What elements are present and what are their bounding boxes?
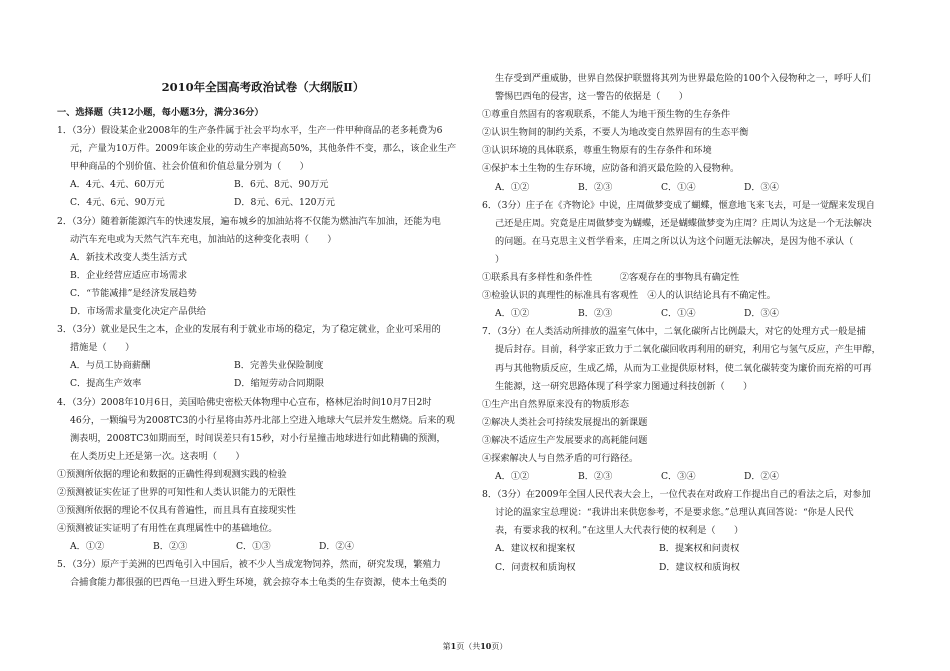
option-b[interactable]: B．6元、8元、90万元 (234, 179, 329, 191)
option-c[interactable]: C．4元、6元、90万元 (70, 197, 165, 209)
question-3-line: 3．（3分）就业是民生之本，企业的发展有利于就业市场的稳定，为了稳定就业，企业可采用的 (57, 324, 441, 336)
option-b[interactable]: B．②③ (578, 181, 613, 193)
statement-item: ④预测被证实证明了有用性在真理属性中的基础地位。 (57, 523, 278, 535)
option-c[interactable]: C．③④ (661, 471, 696, 483)
question-8-options (482, 559, 894, 577)
question-3-options (57, 357, 469, 375)
question-1-line: 元，产量为10万件。2009年该企业的劳动生产率提高50%，其他条件不变，那么，该企业生产 (70, 143, 457, 155)
option-d[interactable]: D．②④ (319, 541, 354, 553)
statement-item: ③预测所依据的理论不仅具有普遍性，而且具有直接现实性 (57, 505, 296, 517)
statement-item: ②解决人类社会可持续发展提出的新课题 (482, 416, 648, 428)
statement-item: ③认识环境的具体联系，尊重生物原有的生存条件和环境 (482, 145, 712, 157)
statement-item: ④探索解决人与自然矛盾的可行路径。 (482, 452, 639, 464)
question-4-line: 测表明，2008TC3如期而至，时间误差只有15秒，对小行星撞击地球进行如此精确的预测， (70, 432, 446, 444)
question-5-line: 生存受到严重威胁，世界自然保护联盟将其列为世界最危险的100个入侵物种之一，呼吁人们 (495, 73, 871, 84)
question-7-line: 7．（3分）在人类活动所排放的温室气体中，二氧化碳所占比例最大，对它的处理方式一般是捕 (482, 326, 866, 338)
footer-prefix: 第 (442, 642, 451, 651)
statement-item: ②预测被证实佐证了世界的可知性和人类认识能力的无限性 (57, 486, 296, 498)
statement-item: ①预测所依据的理论和数据的正确性得到观测实践的检验 (57, 468, 287, 480)
exam-title: 2010年全国高考政治试卷（大纲版Ⅱ） (161, 80, 365, 94)
question-7-line: 再与其他物质反应，生成乙烯，从而为工业提供原材料，使二氧化碳转变为廉价而充裕的可再 (495, 362, 872, 374)
page-number: 1 (450, 641, 457, 651)
question-7-options (482, 468, 894, 486)
option-a[interactable]: A．①② (495, 471, 530, 483)
question-6-line: ） (495, 253, 505, 265)
question-7-line: 生能源，这一研究思路体现了科学家力图通过科技创新（ ） (495, 380, 753, 392)
statement-item: ①生产出自然界原来没有的物质形态 (482, 398, 629, 410)
option-c[interactable]: C．提高生产效率 (70, 378, 142, 390)
option-a[interactable]: A．①② (495, 181, 530, 193)
question-1-options (57, 176, 469, 194)
question-6-options (482, 305, 894, 323)
option-d[interactable]: D．③④ (744, 308, 779, 320)
footer-suffix: 页） (491, 642, 508, 651)
question-5-line: 5．（3分）原产于美洲的巴西龟引入中国后，被不少人当成宠物饲养，然而，研究发现，繁殖力 (57, 559, 441, 571)
question-4-options (57, 538, 469, 556)
question-8-line: 讨论的温家宝总理说：“我讲出来供您参考，不是要求您。”总理认真回答说：“你是人民代 (495, 507, 854, 519)
question-3-line: 措施是（ ） (70, 342, 135, 354)
right-column (482, 70, 894, 577)
option-d[interactable]: D．②④ (744, 471, 779, 483)
statement-item: ③检验认识的真理性的标准具有客观性 ④人的认识结论具有不确定性。 (482, 290, 776, 302)
question-4-line: 4．（3分）2008年10月6日，美国哈佛史密松天体物理中心宣布，格林尼治时间10月7日2时 (57, 396, 432, 408)
option-a[interactable]: A．①② (495, 308, 530, 320)
footer-mid: 页（共 (456, 642, 481, 651)
question-1-line: 甲种商品的个别价值、社会价值和价值总量分别为（ ） (70, 161, 309, 173)
question-8-line: 8．（3分）在2009年全国人民代表大会上，一位代表在对政府工作提出自己的看法之后，对参加 (482, 489, 871, 501)
option-b[interactable]: B．完善失业保险制度 (234, 360, 324, 372)
option-a[interactable]: A．新技术改变人类生活方式 (70, 251, 187, 263)
question-6-line: 己还是庄周。究竟是庄周做梦变为蝴蝶，还是蝴蝶做梦变为庄周？庄周认为这是一个无法解决 (495, 217, 872, 229)
question-5-line: 警惕巴西龟的侵害，这一警告的依据是（ ） (495, 91, 688, 103)
option-c[interactable]: C．①④ (661, 181, 696, 193)
option-c[interactable]: C．问责权和质询权 (495, 561, 576, 573)
option-d[interactable]: D．缩短劳动合同期限 (234, 378, 325, 390)
statement-item: ①联系具有多样性和条件性 ②客观存在的事物具有确定性 (482, 272, 740, 284)
left-column (57, 104, 469, 593)
option-c[interactable]: C．“节能减排”是经济发展趋势 (70, 287, 197, 299)
section-heading: 一、选择题（共12小题，每小题3分，满分36分） (57, 107, 264, 118)
question-4-line: 在人类历史上还是第一次。这表明（ ） (70, 450, 245, 462)
statement-item: ②认识生物间的制约关系，不要人为地改变自然界固有的生态平衡 (482, 127, 749, 139)
question-3-options (57, 375, 469, 393)
question-2-line: 2．（3分）随着新能源汽车的快速发展，遍布城乡的加油站将不仅能为燃油汽车加油，还能为电 (57, 215, 441, 227)
option-c[interactable]: C．①④ (661, 308, 696, 320)
question-6-line: 6．（3分）庄子在《齐物论》中说，庄周做梦变成了蝴蝶，惬意地飞来飞去，可是一觉醒来发现自 (482, 199, 875, 211)
statement-item: ③解决不适应生产发展要求的高耗能问题 (482, 434, 648, 446)
option-a[interactable]: A．与员工协商薪酬 (70, 360, 151, 372)
question-6-line: 的问题。在马克思主义哲学看来，庄周之所以认为这个问题无法解决，是因为他不承认（ (495, 235, 854, 247)
option-b[interactable]: B．企业经营应适应市场需求 (70, 269, 188, 281)
question-5-line: 合捕食能力都很强的巴西龟一旦进入野生环境，就会掠夺本土龟类的生存资源，使本土龟类的 (70, 577, 447, 589)
question-8-line: 表，有要求我的权利。”在这里人大代表行使的权利是（ ） (495, 525, 744, 537)
option-b[interactable]: B．提案权和问责权 (659, 543, 740, 555)
page-footer (0, 641, 950, 652)
option-a[interactable]: A．①② (70, 541, 105, 553)
option-b[interactable]: B．②③ (153, 541, 188, 553)
question-2-line: 动汽车充电或为天然气汽车充电，加油站的这种变化表明（ ） (70, 233, 337, 245)
option-d[interactable]: D．8元、6元、120万元 (234, 197, 335, 209)
question-1-options (57, 194, 469, 212)
question-4-line: 46分，一颗编号为2008TC3的小行星将由苏丹北部上空进入地球大气层并发生燃烧。后来的观 (70, 414, 455, 426)
page-total: 10 (480, 641, 492, 651)
option-a[interactable]: A．建议权和提案权 (495, 543, 576, 555)
option-d[interactable]: D．③④ (744, 181, 779, 193)
option-d[interactable]: D．市场需求量变化决定产品供给 (70, 306, 206, 318)
question-7-line: 提后封存。目前，科学家正致力于二氧化碳回收再利用的研究，利用它与氢气反应，产生甲醇， (495, 344, 881, 356)
statement-item: ④保护本土生物的生存环境，应防备和消灭最危险的入侵物种。 (482, 163, 740, 175)
question-5-options (482, 179, 894, 197)
question-8-options (482, 540, 894, 558)
option-b[interactable]: B．②③ (578, 471, 613, 483)
option-b[interactable]: B．②③ (578, 308, 613, 320)
statement-item: ①尊重自然固有的客观联系，不能人为地干预生物的生存条件 (482, 109, 731, 121)
option-a[interactable]: A．4元、4元、60万元 (70, 179, 165, 191)
option-d[interactable]: D．建议权和质询权 (659, 561, 740, 573)
option-c[interactable]: C．①③ (236, 541, 271, 553)
question-1-line: 1．（3分）假设某企业2008年的生产条件属于社会平均水平，生产一件甲种商品的老多耗费为6 (57, 125, 443, 137)
